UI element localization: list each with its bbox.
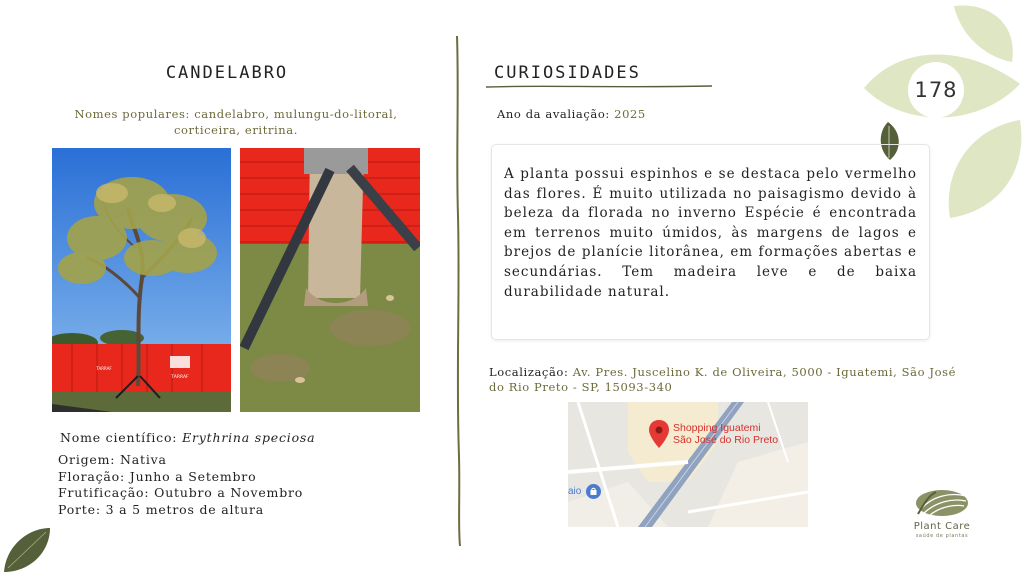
map-background [568,402,808,527]
location-map[interactable] [568,402,808,527]
evaluation-year-label: Ano da avaliação: [497,107,610,121]
description-text: A planta possui espinhos e se destaca pelo vermelho das flores. É muito utilizada no paisagismo devido à beleza da florada no inverno Espécie é encontrada em terrenos muito úmidos, às margens de lagos e brejos de planície litorânea, em formações abertas e secundárias. Tem madeira leve e de baixa durabilidade natural. [504,166,917,300]
description-box [491,144,930,340]
popular-names: Nomes populares: candelabro, mulungu-do-litoral, corticeira, eritrina. [74,107,398,137]
location-label: Localização: [489,365,569,379]
leaf-icon [949,120,1022,218]
detail-size: Porte: 3 a 5 metros de altura [58,501,264,517]
scientific-name-label: Nome científico: [60,430,178,445]
trunk-photo [240,148,420,412]
tree-photo [52,148,231,412]
fence-sign-label: TARRAF [171,375,189,380]
location-value: Av. Pres. Juscelino K. de Oliveira, 5000 - Iguatemi, São José do Rio Preto - SP, 15093-340 [489,365,957,394]
location-line [489,365,975,395]
plant-care-logo-icon [914,486,970,520]
detail-origin: Origem: Nativa [58,452,167,467]
vertical-divider [452,36,466,546]
map-pin-icon[interactable] [649,420,669,448]
plant-details [58,452,303,518]
scientific-name-line [60,430,315,445]
plant-title: CANDELABRO [165,63,289,83]
curiosities-title: CURIOSIDADES [494,63,641,83]
detail-flowering: Floração: Junho a Setembro [58,468,257,484]
fence-sign-label: TARRAF [96,366,112,371]
detail-fruiting: Frutificação: Outubro a Novembro [58,485,304,500]
evaluation-year-value: 2025 [614,107,646,121]
map-place-name [673,422,778,446]
map-place-name-line2: São José do Rio Preto [673,434,779,446]
shopping-bag-icon[interactable] [586,484,601,499]
map-place-name-line1: Shopping Iguatemi [673,422,761,434]
evaluation-year-line [497,107,646,121]
decorative-leaf-bottom-left [0,524,56,576]
title-underline [486,84,712,90]
map-edge-label: aio [568,486,582,497]
page-number: 178 [914,78,958,102]
brand-name: Plant Care [913,521,971,532]
brand-tagline: saúde de plantas [915,533,969,539]
scientific-name: Erythrina speciosa [182,430,316,445]
leaf-icon [954,6,1013,62]
page-number-badge [908,62,964,118]
